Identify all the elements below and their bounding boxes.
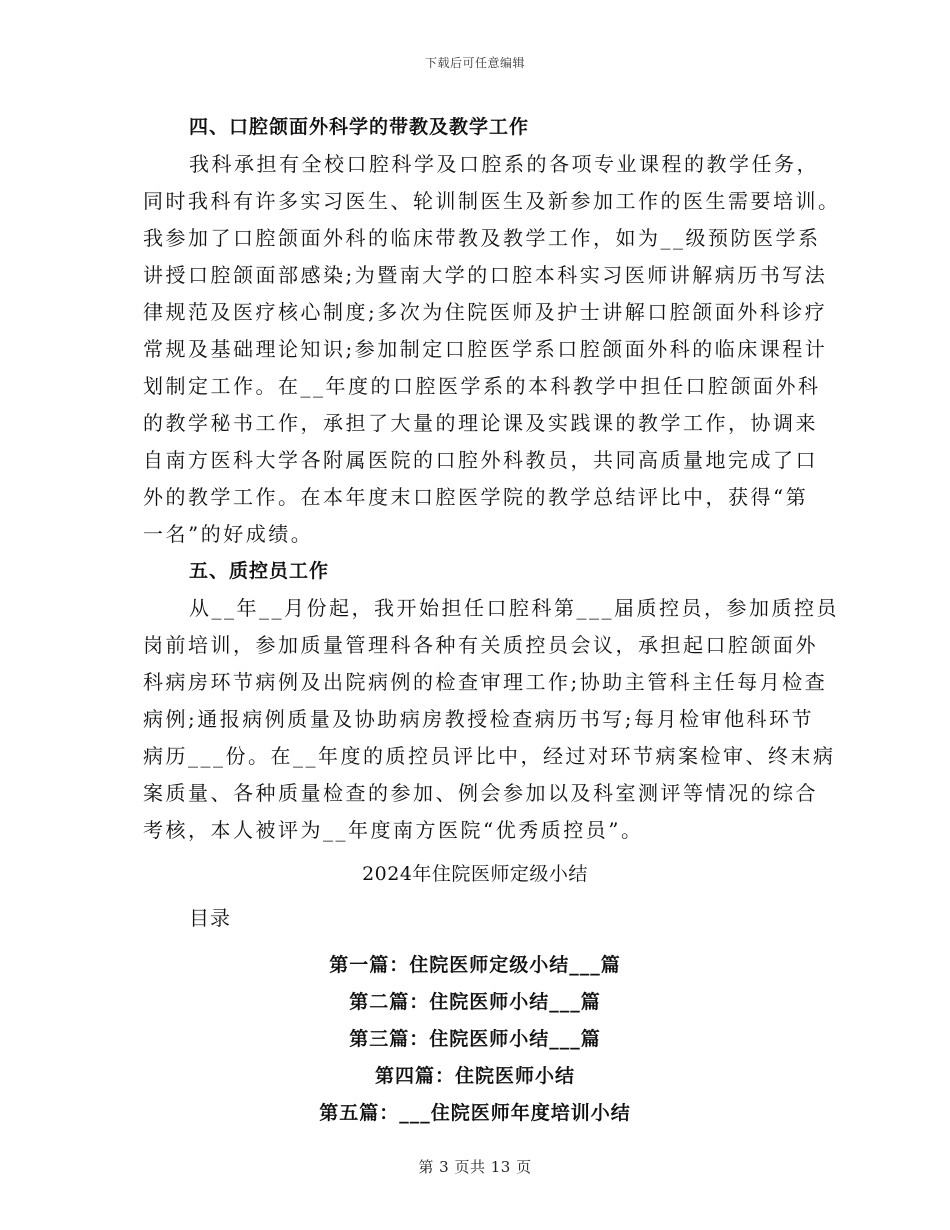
paragraph-line: 外的教学工作。在本年度末口腔医学院的教学总结评比中，获得“第	[143, 485, 809, 509]
paragraph-line: 我科承担有全校口腔科学及口腔系的各项专业课程的教学任务，	[189, 152, 819, 176]
document-body	[143, 112, 841, 1132]
paragraph-line: 同时我科有许多实习医生、轮训制医生及新参加工作的医生需要培训。	[143, 189, 841, 213]
section-5-heading: 五、质控员工作	[189, 560, 330, 582]
toc-item: 第四篇：住院医师小结	[374, 1065, 575, 1087]
toc-item: 第二篇：住院医师小结___篇	[349, 991, 601, 1013]
paragraph-line: 我参加了口腔颌面外科的临床带教及教学工作，如为__级预防医学系	[143, 226, 821, 250]
paragraph-line: 的教学秘书工作，承担了大量的理论课及实践课的教学工作，协调来	[143, 411, 818, 435]
paragraph-line: 一名”的好成绩。	[143, 522, 314, 546]
table-of-contents	[143, 947, 807, 1132]
paragraph-line: 律规范及医疗核心制度;多次为住院医师及护士讲解口腔颌面外科诊疗	[143, 300, 828, 324]
paragraph-line: 考核，本人被评为__年度南方医院“优秀质控员”。	[143, 818, 644, 842]
paragraph-line: 科病房环节病例及出院病例的检查审理工作;协助主管科主任每月检查	[143, 670, 828, 694]
toc-label: 目录	[189, 906, 231, 930]
paragraph-line: 案质量、各种质量检查的参加、例会参加以及科室测评等情况的综合	[143, 781, 818, 805]
paragraph-line: 病历___份。在__年度的质控员评比中，经过对环节病案检审、终末病	[143, 744, 836, 768]
page-header: 下载后可任意编辑	[424, 56, 525, 70]
paragraph-line: 从__年__月份起，我开始担任口腔科第___届质控员，参加质控员	[189, 596, 839, 620]
toc-item: 第一篇：住院医师定级小结___篇	[329, 954, 621, 976]
paragraph-line: 岗前培训，参加质量管理科各种有关质控员会议，承担起口腔颌面外	[143, 633, 818, 657]
toc-item: 第五篇：___住院医师年度培训小结	[319, 1102, 631, 1124]
document-title: 2024年住院医师定级小结	[362, 863, 588, 885]
paragraph-line: 病例;通报病例质量及协助病房教授检查病历书写;每月检审他科环节	[143, 707, 814, 731]
paragraph-line: 常规及基础理论知识;参加制定口腔医学系口腔颌面外科的临床课程计	[143, 337, 828, 361]
paragraph-line: 自南方医科大学各附属医院的口腔外科教员，共同高质量地完成了口	[143, 448, 818, 472]
section-4-paragraph	[143, 146, 841, 553]
page-footer: 第 3 页共 13 页	[418, 1158, 532, 1176]
toc-item: 第三篇：住院医师小结___篇	[349, 1028, 601, 1050]
section-5-paragraph	[143, 590, 839, 849]
section-4-heading: 四、口腔颌面外科学的带教及教学工作	[189, 116, 530, 138]
paragraph-line: 讲授口腔颌面部感染;为暨南大学的口腔本科实习医师讲解病历书写法	[143, 263, 828, 287]
paragraph-line: 划制定工作。在__年度的口腔医学系的本科教学中担任口腔颌面外科	[143, 374, 821, 398]
